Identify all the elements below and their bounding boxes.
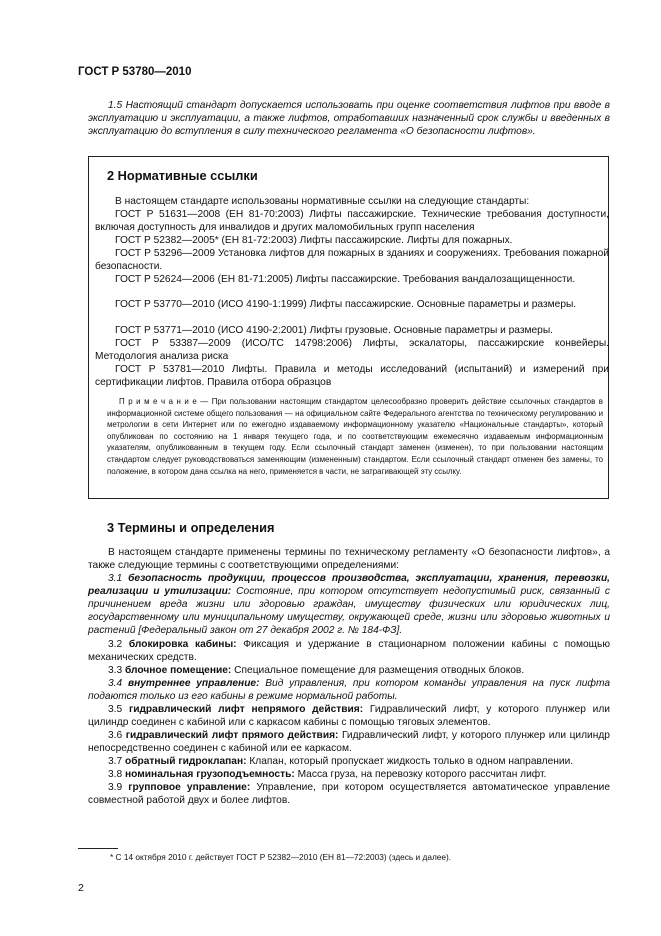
term-definition: Гидравлический лифт, у которого плунжер или цилиндр непосредственно соединен с кабиной или ее каркасом. [88, 730, 610, 754]
term-title: безопасность продукции, процессов производства, эксплуатации, хранения, перевозки, реализации и утилизации: [88, 573, 610, 597]
ref-item: ГОСТ Р 52624—2006 (ЕН 81-71:2005) Лифты пассажирские. Требования вандалозащищенности. [115, 274, 576, 285]
ref-item: ГОСТ Р 53296—2009 Установка лифтов для пожарных в зданиях и сооружениях. Требования пожарной безопасности. [95, 248, 609, 272]
term-definition: Масса груза, на перевозку которого рассчитан лифт. [297, 769, 547, 780]
term-3-3 [88, 665, 610, 678]
term-title: гидравлический лифт прямого действия: [125, 730, 339, 741]
term-3-6 [88, 730, 610, 756]
term-definition: Состояние, при котором отсутствует недопустимый риск, связанный с причинением вреда жизни или здоровью граждан, имуществу физических или юридических лиц, государственному или муниципальному имуществу, окружающей среде, жизни или здоровью животных и растений [Федеральный закон от 27 декабря 2002 г. № 184-ФЗ]. [88, 585, 610, 636]
term-definition: Фиксация и удержание в стационарном положении кабины с помощью механических средств. [88, 639, 610, 663]
term-number: 3.8 [108, 769, 123, 780]
term-3-1 [88, 573, 610, 638]
section-2-title: 2 Нормативные ссылки [107, 168, 258, 183]
page-number: 2 [78, 882, 84, 894]
term-number: 3.3 [108, 665, 123, 676]
term-title: блочное помещение: [125, 665, 232, 676]
term-title: групповое управление: [128, 782, 251, 793]
term-definition: Гидравлический лифт, у которого плунжер или цилиндр соединен с кабиной или с каркасом кабины с помощью тяговых элементов. [88, 704, 610, 728]
section-2-note: П р и м е ч а н и е — При пользовании настоящим стандартом целесообразно проверить действие ссылочных стандартов в информационной системе общего пользования — на официальном сайте Федерального агентства по техническому регулированию и метрологии в сети Интернет или по ежегодно издаваемому информационному указателю «Национальные стандарты», который опубликован по состоянию на 1 января текущего года, и по соответствующим ежемесячно издаваемым информационным указателям, опубликованным в текущем году. Если ссылочный стандарт заменен (изменен), то при пользовании настоящим стандартом следует руководствоваться заменяющим (измененным) стандартом. Если ссылочный стандарт отменен без замены, то положение, в котором дана ссылка на него, применяется в части, не затрагивающей эту ссылку. [107, 397, 603, 476]
ref-item: ГОСТ Р 53781—2010 Лифты. Правила и методы исследований (испытаний) и измерений при сертификации лифтов. Правила отбора образцов [95, 364, 609, 388]
ref-item: ГОСТ Р 53771—2010 (ИСО 4190-2:2001) Лифты грузовые. Основные параметры и размеры. [115, 325, 554, 336]
term-number: 3.6 [108, 730, 123, 741]
term-number: 3.9 [108, 782, 123, 793]
term-number: 3.5 [108, 704, 123, 715]
term-3-8 [88, 769, 610, 782]
footnote-rule [78, 848, 118, 849]
section-2-lead: В настоящем стандарте использованы нормативные ссылки на следующие стандарты: [115, 196, 530, 207]
term-number: 3.7 [108, 756, 123, 767]
term-title: блокировка кабины: [128, 639, 237, 650]
term-3-9 [88, 782, 610, 808]
section-3-title: 3 Термины и определения [107, 520, 275, 535]
clause-1-5: 1.5 Настоящий стандарт допускается использовать при оценке соответствия лифтов при вводе в эксплуатацию и эксплуатации, а также лифтов, отработавших назначенный срок службы и введенных в эксплуатацию до вступления в силу технического регламента «О безопасности лифтов». [88, 100, 610, 137]
term-definition: Вид управления, при котором команды управления на пуск лифта подаются только из его кабины в режиме нормальной работы. [88, 678, 610, 702]
term-3-7 [88, 756, 610, 769]
term-title: внутреннее управление: [127, 678, 260, 689]
footnote: * С 14 октября 2010 г. действует ГОСТ Р 52382—2010 (ЕН 81—72:2003) (здесь и далее). [110, 852, 452, 862]
term-number: 3.1 [108, 573, 123, 584]
ref-item: ГОСТ Р 52382—2005* (ЕН 81-72:2003) Лифты пассажирские. Лифты для пожарных. [115, 235, 513, 246]
term-3-2 [88, 639, 610, 665]
ref-item: ГОСТ Р 53770—2010 (ИСО 4190-1:1999) Лифты пассажирские. Основные параметры и размеры. [115, 299, 577, 310]
term-title: гидравлический лифт непрямого действия: [128, 704, 364, 715]
ref-item: ГОСТ Р 53387—2009 (ИСО/ТС 14798:2006) Лифты, эскалаторы, пассажирские конвейеры. Методология анализа риска [95, 338, 609, 362]
ref-item: ГОСТ Р 51631—2008 (ЕН 81-70:2003) Лифты пассажирские. Технические требования доступности, включая доступность для инвалидов и других маломобильных групп населения [95, 209, 609, 233]
term-definition: Клапан, который пропускает жидкость только в одном направлении. [249, 756, 574, 767]
term-definition: Специальное помещение для размещения отводных блоков. [234, 665, 525, 676]
term-number: 3.4 [108, 678, 123, 689]
term-definition: Управление, при котором осуществляется автоматическое управление совместной работой двух и более лифтов. [88, 782, 610, 806]
term-3-5 [88, 704, 610, 730]
document-header: ГОСТ Р 53780—2010 [78, 66, 192, 78]
section-3-lead: В настоящем стандарте применены термины по техническому регламенту «О безопасности лифтов», а также следующие термины с соответствующими определениями: [88, 547, 610, 571]
term-number: 3.2 [108, 639, 123, 650]
term-title: обратный гидроклапан: [125, 756, 247, 767]
term-3-4 [88, 678, 610, 704]
term-title: номинальная грузоподъемность: [125, 769, 295, 780]
